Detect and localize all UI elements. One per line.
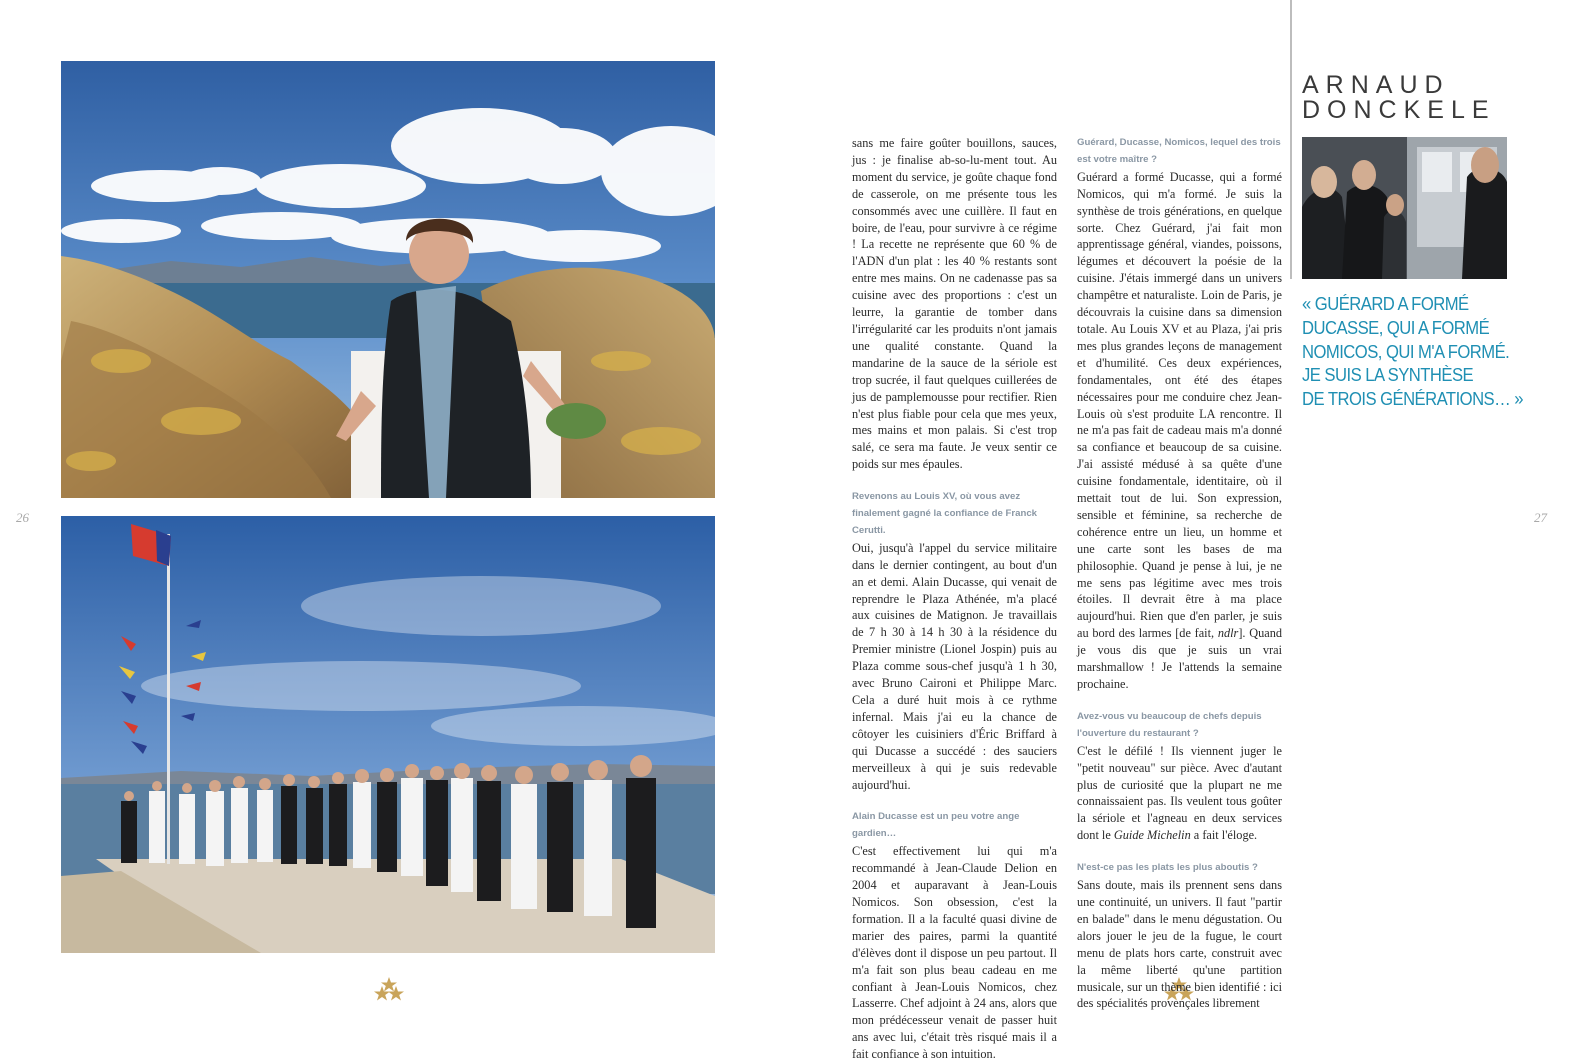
answer-text: a fait l'éloge. — [1190, 828, 1258, 843]
vertical-divider — [1290, 0, 1292, 279]
interview-question: Revenons au Louis XV, où vous avez finalement gagné la confiance de Franck Cerutti. — [852, 491, 1037, 536]
answer-text: C'est le défilé ! Ils viennent juger le "petit nouveau" sur pièce. Avec d'autant plus de curiosité que la plupart ne me connaissaient pas. Ils veulent tous goûter la sériole et l'agneau en deux services dont le — [1077, 743, 1282, 843]
brigade-lineup-photo — [61, 516, 715, 953]
editor-note: ndlr — [1217, 626, 1239, 641]
chef-portrait-photo — [61, 61, 715, 498]
chef-first-name: ARNAUD — [1302, 70, 1450, 99]
pull-quote-line: « GUÉRARD A FORMÉ — [1302, 293, 1469, 314]
michelin-stars-icon — [374, 976, 404, 1002]
body-paragraph: sans me faire goûter bouillons, sauces, jus : je finalise ab-so-lu-ment tout. Au moment du service, je goûte chaque fond de casserole, on me présente tous les consommés avec une cuillère. Il faut en boire, de l'eau, pour survivre à ce régime ! La recette ne représente que 60 % de l'ADN d'un plat : les 40 % restants sont entre mes mains. On ne cadenasse pas sa cuisine avec des proportions : c'est un leurre, la garantie de tomber dans l'irrégularité car les produits n'ont jamais une qualité constante. Quand la mandarine de la sauce de la sériole est trop sucrée, il faut quelques cuillerées de jus de pamplemousse pour rectifier. Rien n'est plus fiable pour cela que mes yeux, mes mains et mon palais. Si c'est trop salé, ce sera ma faute. Je veux sentir ce poids sur mes épaules. — [852, 136, 1057, 472]
interview-question: N'est-ce pas les plats les plus aboutis ? — [1077, 862, 1258, 874]
pull-quote-line: NOMICOS, QUI M'A FORMÉ. — [1302, 340, 1510, 362]
pull-quote-line: DUCASSE, QUI A FORMÉ — [1302, 316, 1490, 338]
guide-title: Guide Michelin — [1113, 828, 1191, 843]
chef-last-name: DONCKELE — [1302, 95, 1496, 124]
article-column-1 — [852, 135, 1057, 1063]
answer-text: ]. Quand je vous dis que je suis un vrai marshmallow ! Je l'attends la semaine prochaine. — [1077, 626, 1282, 691]
kitchen-team-photo — [1302, 137, 1507, 279]
body-paragraph: C'est effectivement lui qui m'a recommandé à Jean-Claude Delion en 2004 et auparavant à Jean-Louis Nomicos. Son obsession, c'est la formation. Il a la faculté quasi divine de marier des paires, parmi la quantité d'élèves dont il dispose un peu partout. Il m'a fait son plus beau cadeau en me confiant à Jean-Louis Nomicos, chez Lasserre. Chef adjoint à 24 ans, alors que mon prédécesseur venait de passer huit ans avec lui, c'était très risqué mais il a fait confiance à son intuition. — [852, 844, 1057, 1062]
pull-quote — [1302, 292, 1524, 411]
pull-quote-line: DE TROIS GÉNÉRATIONS… » — [1302, 388, 1524, 410]
chef-name-title — [1302, 70, 1496, 124]
body-paragraph — [1077, 743, 1282, 844]
body-paragraph: Oui, jusqu'à l'appel du service militaire dans le dernier contingent, au bout d'un an et demi. Alain Ducasse, qui venait de reprendre le Plaza Athénée, m'a placé aux cuisines de Matignon. Je travaillais de 7 h 30 à 14 h 30 à la résidence du Premier ministre (Lionel Jospin) puis au Plaza comme sous-chef jusqu'à 1 h 30, avec Bruno Caironi et Philippe Marc. Cela a duré huit mois à ce rythme infernal. Mais j'ai eu la chance de côtoyer les cuisiniers d'Éric Briffard à qui Ducasse a succédé : des sauciers merveilleux à qui je suis redevable aujourd'hui. — [852, 540, 1057, 792]
interview-question: Avez-vous vu beaucoup de chefs depuis l'ouverture du restaurant ? — [1077, 710, 1262, 739]
page-number-left: 26 — [16, 510, 29, 525]
interview-question: Alain Ducasse est un peu votre ange gardien… — [852, 811, 1020, 840]
page-number-right: 27 — [1534, 510, 1547, 525]
article-column-2 — [1077, 135, 1282, 1012]
interview-question: Guérard, Ducasse, Nomicos, lequel des trois est votre maître ? — [1077, 137, 1281, 165]
body-paragraph: Sans doute, mais ils prennent sens dans une continuité, un univers. Il faut "partir en balade" dans le menu dégustation. Ou alors jouer le jeu de la fugue, le court menu de plats hors carte, construit avec la même liberté qu'une partition musicale, sur un thème bien identifié : ici des spécialités provençales librement — [1077, 878, 1282, 1011]
pull-quote-line: JE SUIS LA SYNTHÈSE — [1302, 364, 1474, 386]
answer-text: Guérard a formé Ducasse, qui a formé Nomicos, qui m'a formé. Je suis la synthèse de trois générations, en quelque sorte. Chez Guérard, j'ai fait mon apprentissage général, viandes, poissons, légumes et découvert la poésie de la cuisine. J'étais immergé dans un univers champêtre et naturaliste. Loin de Paris, je découvrais la cuisine dans sa dimension totale. Au Louis XV et au Plaza, j'ai pris mes plus grandes leçons de management et d'humilité. Ces deux expériences, fondamentales, ont été des étapes nécessaires pour me conduire chez Jean-Louis où s'est produite LA rencontre. Il ne m'a pas fait de cadeau mais m'a donné sa confiance et beaucoup de sa cuisine. J'ai assisté médusé à sa quête d'une cuisine fondamentale, identitaire, où il mettait tout de lui. Son expression, sensible et féminine, sa recherche de cohérence entre un lieu, un homme et une carte sont les bases de ma philosophie. Quand je pense à lui, je ne me sens pas légitime avec mes trois étoiles. Il devrait être à ma place aujourd'hui. Rien que d'en parler, je suis au bord des larmes [de fait, — [1077, 169, 1282, 641]
body-paragraph — [1077, 169, 1282, 693]
